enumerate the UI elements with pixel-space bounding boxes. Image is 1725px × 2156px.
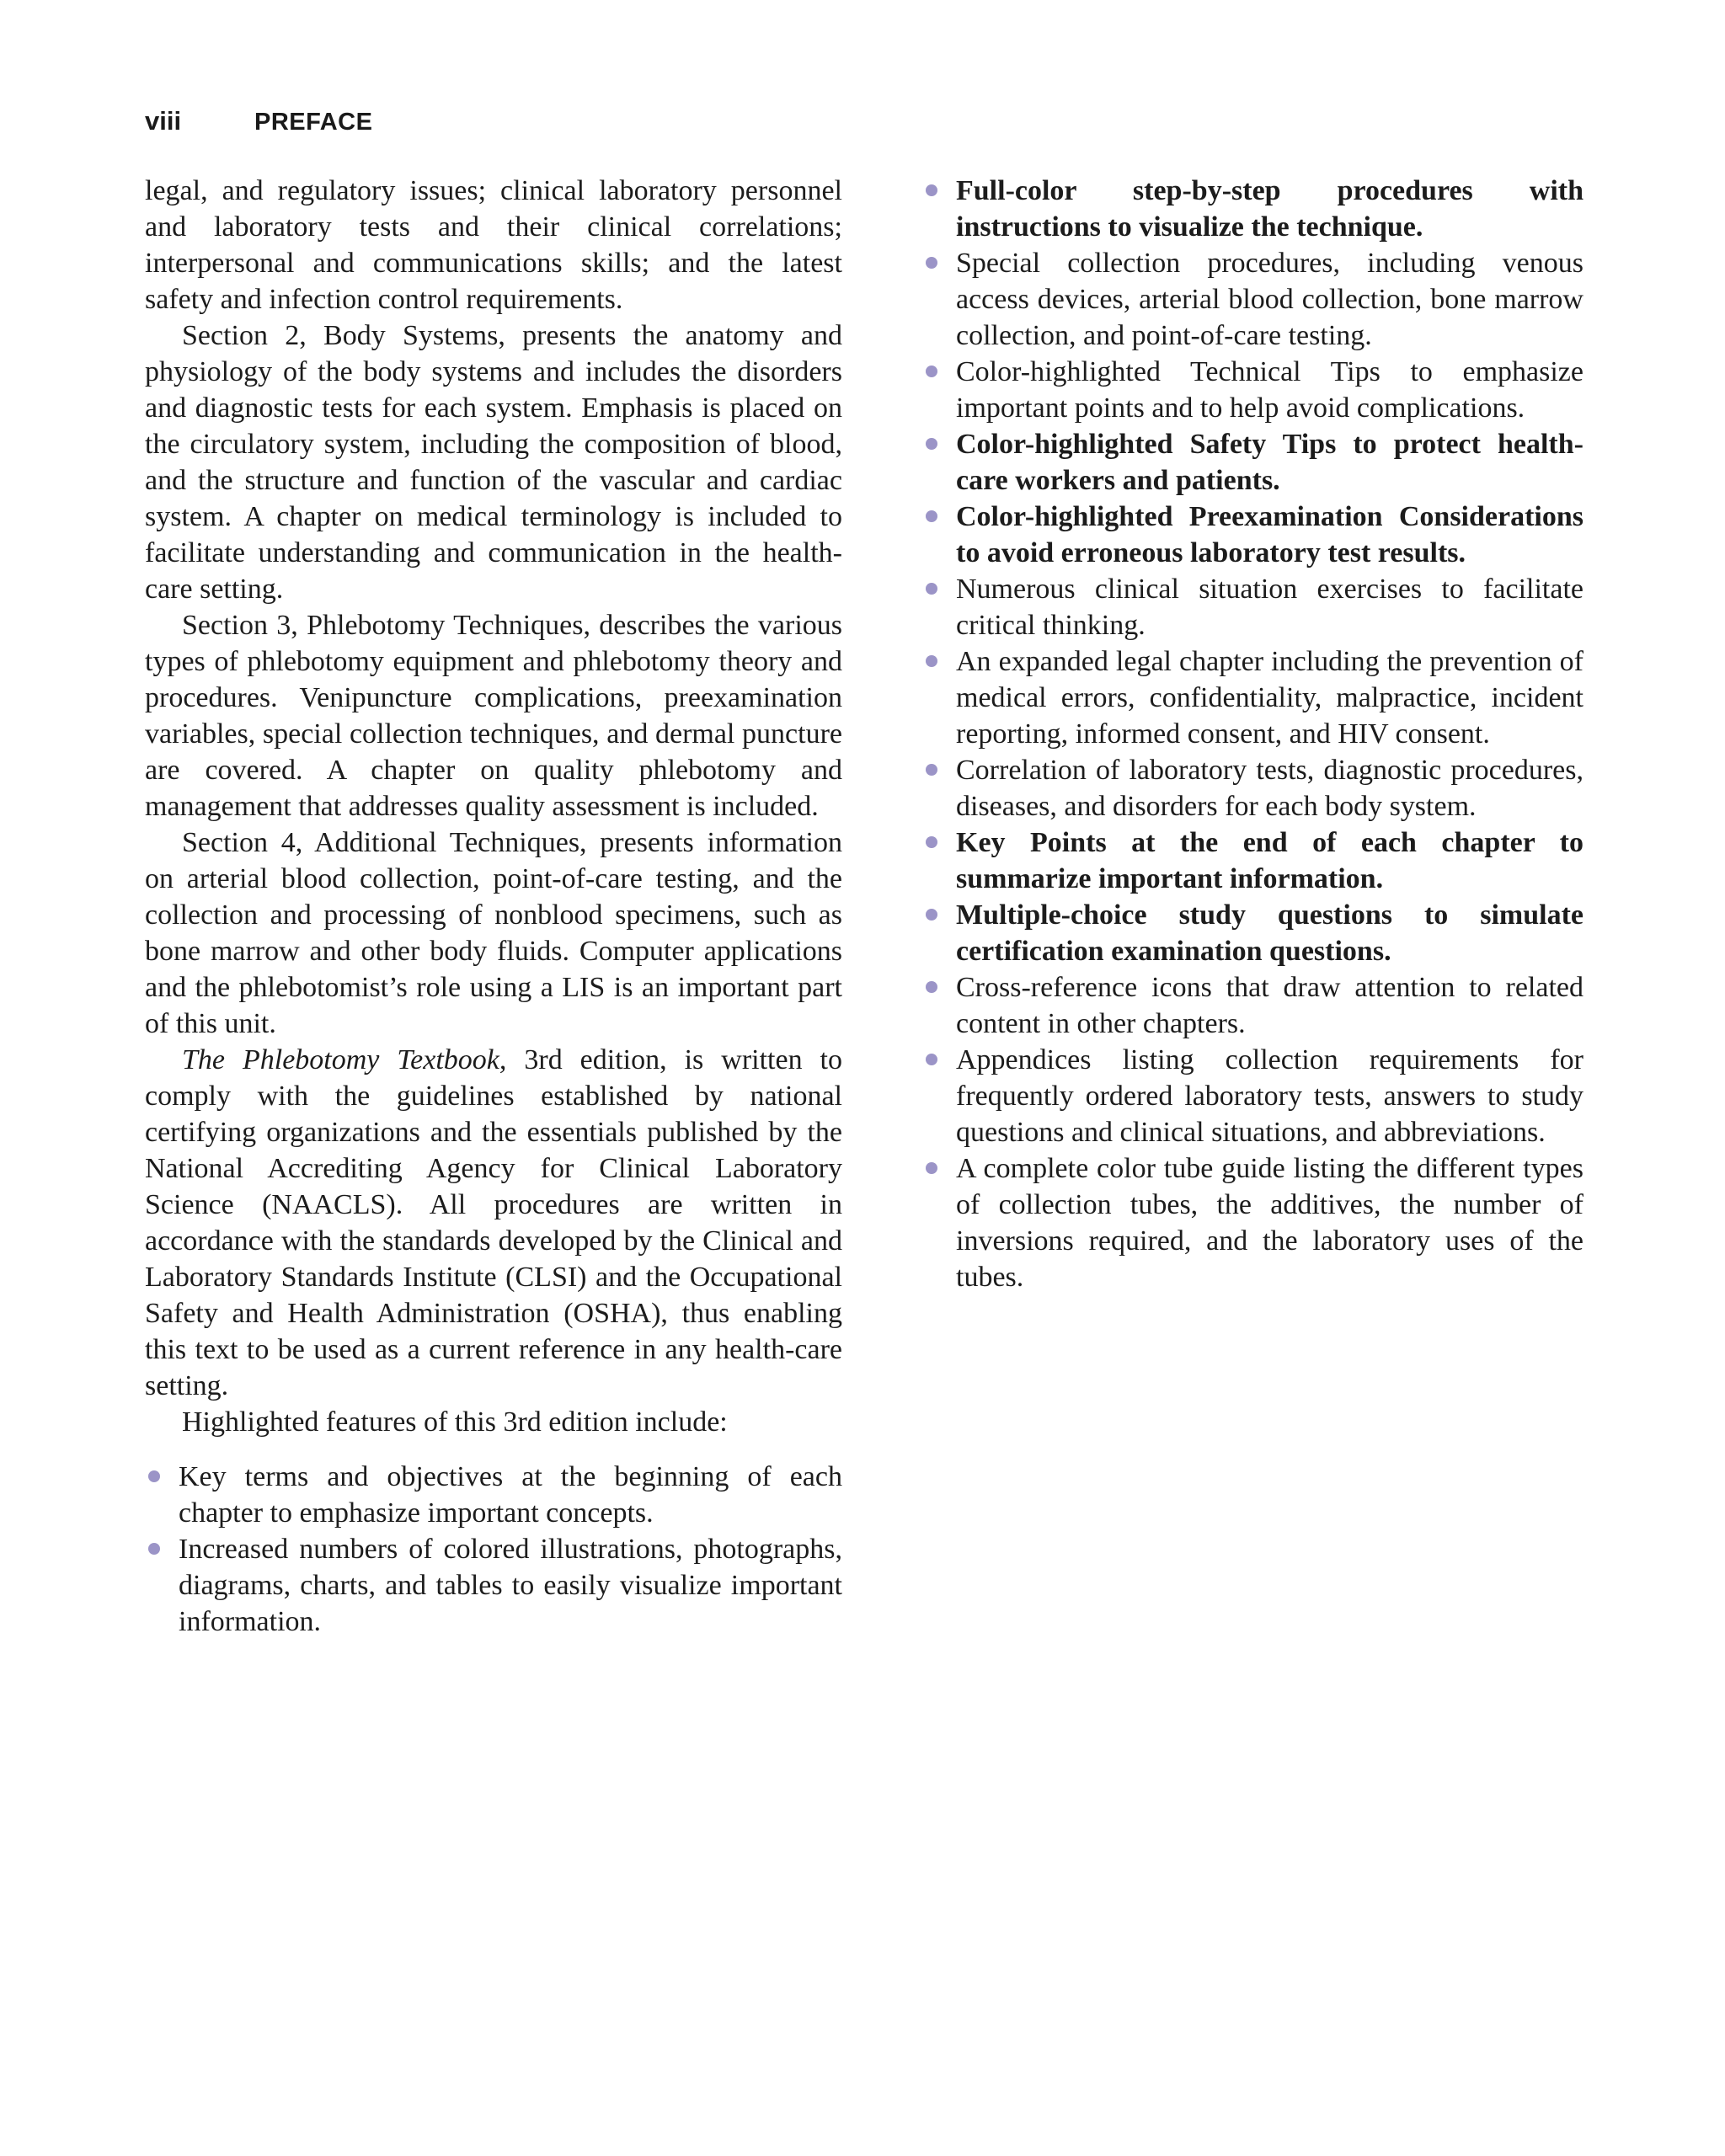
list-item — [922, 752, 1583, 825]
bullet-dot-icon — [926, 764, 937, 776]
list-item — [922, 969, 1583, 1042]
list-item — [922, 245, 1583, 354]
section-title: PREFACE — [254, 109, 373, 136]
list-item — [922, 426, 1583, 499]
list-item-text: Numerous clinical situation exercises to facilitate critical thinking. — [956, 574, 1583, 641]
list-item-text: Color-highlighted Preexamination Considerations to avoid erroneous laboratory test results. — [956, 501, 1583, 568]
list-item — [922, 1042, 1583, 1150]
bullet-dot-icon — [926, 583, 937, 595]
bullet-dot-icon — [926, 184, 937, 196]
list-item — [922, 897, 1583, 969]
list-item-text: Color-highlighted Safety Tips to protect health-care workers and patients. — [956, 429, 1583, 496]
left-feature-list — [145, 1459, 842, 1640]
paragraph-continuation: legal, and regulatory issues; clinical laboratory personnel and laboratory tests and their clinical correlations; interpersonal and communications skills; and the latest safety and infection control requirements. — [145, 175, 842, 315]
paragraph-textbook-body: 3rd edition, is written to comply with the guidelines established by national certifying organizations and the essentials published by the National Accrediting Agency for Clinical Laboratory Science (NAACLS). All procedures are written in accordance with the standards developed by the Clinical and Laboratory Standards Institute (CLSI) and the Occupational Safety and Health Administration (OSHA), thus enabling this text to be used as a current reference in any health-care setting. — [145, 1044, 843, 1401]
list-item — [922, 825, 1583, 897]
list-item-text: Special collection procedures, including venous access devices, arterial blood collection, bone marrow collection, and point-of-care testing. — [956, 248, 1583, 351]
features-intro: Highlighted features of this 3rd edition include: — [182, 1406, 728, 1438]
list-item — [922, 499, 1583, 571]
list-item — [145, 1459, 842, 1531]
list-item — [922, 571, 1583, 643]
list-item-text: Multiple-choice study questions to simulate certification examination questions. — [956, 899, 1583, 967]
running-head — [145, 106, 372, 140]
bullet-dot-icon — [926, 909, 937, 921]
list-item-text: Cross-reference icons that draw attention to related content in other chapters. — [956, 972, 1583, 1039]
book-title: The Phlebotomy Textbook, — [182, 1044, 507, 1075]
bullet-dot-icon — [926, 1162, 937, 1174]
bullet-dot-icon — [926, 366, 937, 377]
paragraph-section-2: Section 2, Body Systems, presents the anatomy and physiology of the body systems and includes the disorders and diagnostic tests for each system. Emphasis is placed on the circulatory system, including the composition of blood, and the structure and function of the vascular and cardiac system. A chapter on medical terminology is included to facilitate understanding and communication in the health-care setting. — [145, 320, 842, 605]
list-item — [922, 354, 1583, 426]
bullet-dot-icon — [148, 1543, 160, 1555]
list-item-text: A complete color tube guide listing the different types of collection tubes, the additives, the number of inversions required, and the laboratory uses of the tubes. — [956, 1153, 1583, 1293]
list-item — [922, 173, 1583, 245]
page-number: viii — [145, 106, 182, 136]
paragraph-section-4: Section 4, Additional Techniques, presents information on arterial blood collection, point-of-care testing, and the collection and processing of nonblood specimens, such as bone marrow and other body fluids. Computer applications and the phlebotomist’s role using a LIS is an important part of this unit. — [145, 827, 842, 1039]
bullet-dot-icon — [926, 836, 937, 848]
list-item-text: Key Points at the end of each chapter to summarize important information. — [956, 827, 1583, 894]
left-column — [145, 173, 842, 1640]
list-item — [922, 643, 1583, 752]
bullet-dot-icon — [926, 1054, 937, 1065]
right-column — [922, 173, 1583, 1295]
list-item-text: Correlation of laboratory tests, diagnostic procedures, diseases, and disorders for each body system. — [956, 755, 1583, 822]
bullet-dot-icon — [148, 1470, 160, 1482]
paragraph-section-3: Section 3, Phlebotomy Techniques, describes the various types of phlebotomy equipment and phlebotomy theory and procedures. Venipuncture complications, preexamination variables, special collection techniques, and dermal puncture are covered. A chapter on quality phlebotomy and management that addresses quality assessment is included. — [145, 610, 842, 822]
list-item-text: Appendices listing collection requirements for frequently ordered laboratory tests, answers to study questions and clinical situations, and abbreviations. — [956, 1044, 1583, 1148]
list-item — [145, 1531, 842, 1640]
paragraph-textbook — [145, 1042, 842, 1404]
list-item-text: An expanded legal chapter including the prevention of medical errors, confidentiality, malpractice, incident reporting, informed consent, and HIV consent. — [956, 646, 1583, 750]
bullet-dot-icon — [926, 257, 937, 269]
bullet-dot-icon — [926, 655, 937, 667]
right-feature-list — [922, 173, 1583, 1295]
list-item-text: Full-color step-by-step procedures with instructions to visualize the technique. — [956, 175, 1583, 243]
list-item-text: Key terms and objectives at the beginning of each chapter to emphasize important concepts. — [179, 1461, 842, 1529]
bullet-dot-icon — [926, 510, 937, 522]
bullet-dot-icon — [926, 438, 937, 450]
list-item-text: Color-highlighted Technical Tips to emphasize important points and to help avoid complications. — [956, 356, 1583, 424]
list-item — [922, 1150, 1583, 1295]
bullet-dot-icon — [926, 981, 937, 993]
list-item-text: Increased numbers of colored illustrations, photographs, diagrams, charts, and tables to easily visualize important information. — [179, 1534, 842, 1637]
